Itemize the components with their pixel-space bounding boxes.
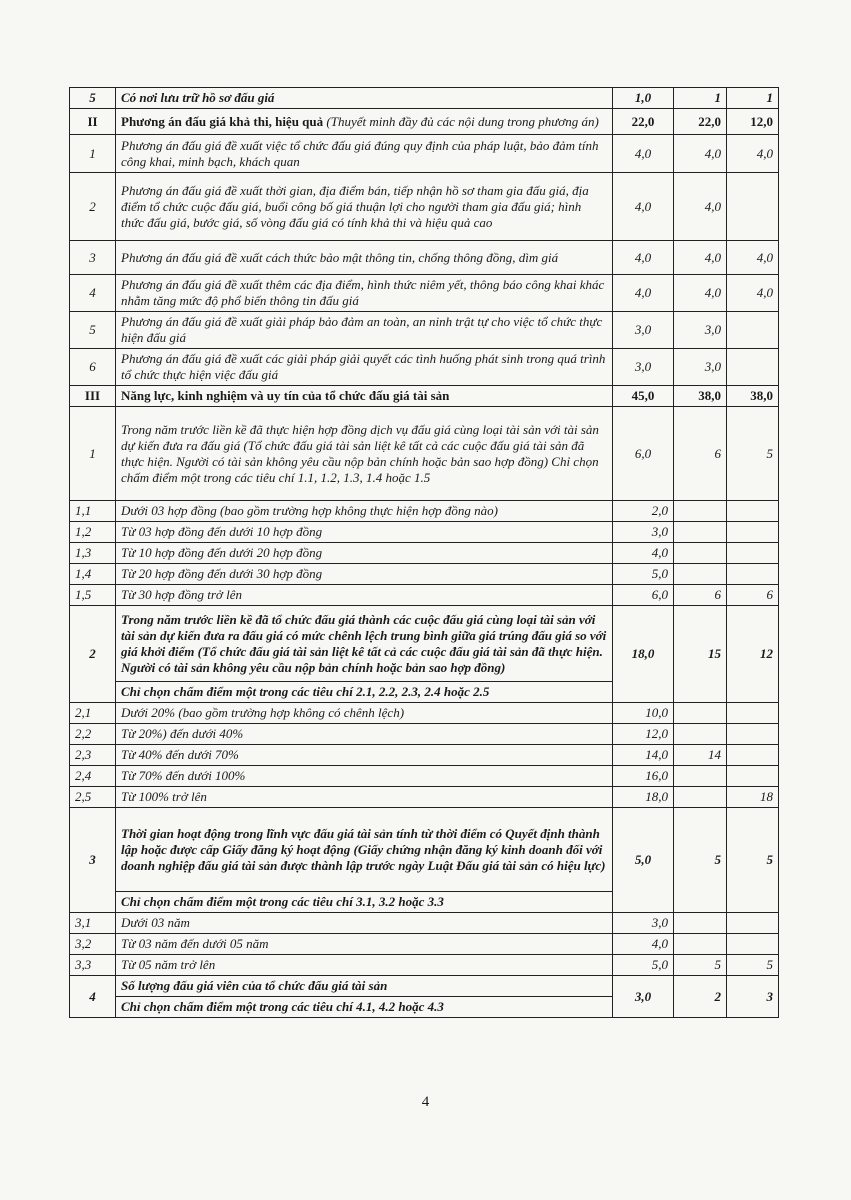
table-row	[70, 349, 779, 386]
criterion-label: Phương án đấu giá đề xuất các giải pháp giải quyết các tình huống phát sinh trong quá trình tổ chức thực hiện việc đấu giá	[121, 351, 606, 382]
table-row	[70, 976, 779, 997]
score-2	[727, 913, 779, 934]
criterion-label: Thời gian hoạt động trong lĩnh vực đấu giá tài sản tính từ thời điểm có Quyết định thành lập hoặc được cấp Giấy đăng ký hoạt động (Giấy chứng nhận đăng ký kinh doanh đối với doanh nghiệp đấu giá tài sản được thành lập trước ngày Luật Đấu giá tài sản có hiệu lực)	[121, 825, 606, 873]
score-2	[727, 543, 779, 564]
criterion-label: Từ 20%) đến dưới 40%	[121, 726, 244, 741]
criterion-label: Phương án đấu giá đề xuất thêm các địa điểm, hình thức niêm yết, thông báo công khai khác nhằm tăng mức độ phổ biến thông tin đấu giá	[121, 277, 605, 308]
table-row	[70, 88, 779, 109]
criterion-text	[116, 501, 613, 522]
criterion-label: Dưới 03 hợp đồng (bao gồm trường hợp không thực hiện hợp đồng nào)	[121, 503, 498, 518]
row-number: 1,3	[70, 543, 116, 564]
table-row	[70, 564, 779, 585]
table-row	[70, 543, 779, 564]
score-1: 22,0	[674, 109, 727, 135]
max-score: 5,0	[613, 808, 674, 913]
max-score: 4,0	[613, 173, 674, 241]
table-row	[70, 275, 779, 312]
score-2	[727, 745, 779, 766]
table-row	[70, 703, 779, 724]
criterion-label: Từ 100% trở lên	[121, 789, 207, 804]
score-2: 18	[727, 787, 779, 808]
max-score: 6,0	[613, 585, 674, 606]
criterion-label: Từ 10 hợp đồng đến dưới 20 hợp đồng	[121, 545, 323, 560]
row-number: 3	[70, 241, 116, 275]
row-number: 5	[70, 312, 116, 349]
row-number: 1,1	[70, 501, 116, 522]
row-number: 2,4	[70, 766, 116, 787]
row-number: 2,3	[70, 745, 116, 766]
score-1: 1	[674, 88, 727, 109]
row-number: 1,4	[70, 564, 116, 585]
max-score: 12,0	[613, 724, 674, 745]
score-2	[727, 564, 779, 585]
score-1: 15	[674, 606, 727, 703]
criterion-text	[116, 976, 613, 997]
score-2: 3	[727, 976, 779, 1018]
criterion-text	[116, 766, 613, 787]
criterion-text	[116, 135, 613, 173]
score-2: 5	[727, 808, 779, 913]
row-number: II	[70, 109, 116, 135]
criterion-label: Năng lực, kinh nghiệm và uy tín của tổ chức đấu giá tài sản	[121, 388, 450, 403]
criterion-label: Trong năm trước liền kề đã tổ chức đấu giá thành các cuộc đấu giá cùng loại tài sản với tài sản dự kiến đưa ra đấu giá có mức chênh lệch trung bình giữa giá trúng đấu giá so với giá khởi điểm (Tổ chức đấu giá tài sản liệt kê tất cả các cuộc đấu giá tài sản đã thực hiện. Người có tài sản không yêu cầu nộp bản chính hoặc bản sao hợp đồng)	[121, 611, 607, 675]
criterion-label: Từ 20 hợp đồng đến dưới 30 hợp đồng	[121, 566, 323, 581]
criterion-text	[116, 349, 613, 386]
max-score: 18,0	[613, 787, 674, 808]
score-2	[727, 312, 779, 349]
criterion-text	[116, 703, 613, 724]
criterion-note: (Thuyết minh đầy đủ các nội dung trong phương án)	[323, 113, 599, 129]
row-number: 6	[70, 349, 116, 386]
max-score: 18,0	[613, 606, 674, 703]
score-1: 3,0	[674, 312, 727, 349]
criterion-label: Phương án đấu giá đề xuất giải pháp bảo đảm an toàn, an ninh trật tự cho việc tổ chức thực hiện đấu giá	[121, 314, 603, 345]
score-1: 3,0	[674, 349, 727, 386]
max-score: 2,0	[613, 501, 674, 522]
score-2	[727, 173, 779, 241]
score-1	[674, 787, 727, 808]
criterion-label: Phương án đấu giá khả thi, hiệu quả	[121, 113, 324, 129]
table-row	[70, 955, 779, 976]
score-1: 4,0	[674, 135, 727, 173]
max-score: 14,0	[613, 745, 674, 766]
score-1: 2	[674, 976, 727, 1018]
criterion-label: Từ 40% đến dưới 70%	[121, 747, 239, 762]
score-1	[674, 703, 727, 724]
criterion-text	[116, 913, 613, 934]
row-number: 2	[70, 606, 116, 703]
score-2: 4,0	[727, 275, 779, 312]
score-2: 6	[727, 585, 779, 606]
max-score: 1,0	[613, 88, 674, 109]
criterion-label: Dưới 03 năm	[121, 915, 190, 930]
criterion-text	[116, 934, 613, 955]
score-1	[674, 766, 727, 787]
score-1: 6	[674, 585, 727, 606]
score-1: 6	[674, 407, 727, 501]
score-1: 5	[674, 955, 727, 976]
score-2	[727, 934, 779, 955]
score-2: 1	[727, 88, 779, 109]
criterion-text	[116, 407, 613, 501]
criterion-text	[116, 745, 613, 766]
score-2: 38,0	[727, 386, 779, 407]
table-row	[70, 766, 779, 787]
table-row	[70, 745, 779, 766]
score-2	[727, 766, 779, 787]
criterion-text	[116, 275, 613, 312]
criterion-text	[116, 808, 613, 892]
row-number: 1,5	[70, 585, 116, 606]
max-score: 22,0	[613, 109, 674, 135]
table-row	[70, 173, 779, 241]
criterion-text	[116, 585, 613, 606]
max-score: 4,0	[613, 135, 674, 173]
criterion-label: Từ 03 năm đến dưới 05 năm	[121, 936, 269, 951]
table-row	[70, 787, 779, 808]
max-score: 4,0	[613, 241, 674, 275]
criterion-label: Phương án đấu giá đề xuất việc tổ chức đấu giá đúng quy định của pháp luật, bảo đảm tính công khai, minh bạch, khách quan	[121, 137, 599, 169]
scoring-table	[69, 87, 779, 1018]
criterion-label: Từ 30 hợp đồng trở lên	[121, 587, 242, 602]
row-number: 2	[70, 173, 116, 241]
criterion-text	[116, 564, 613, 585]
table-row	[70, 606, 779, 682]
table-row	[70, 386, 779, 407]
row-number: 3,3	[70, 955, 116, 976]
page-number: 4	[421, 1094, 430, 1110]
score-1: 4,0	[674, 241, 727, 275]
criterion-text	[116, 173, 613, 241]
max-score: 4,0	[613, 543, 674, 564]
criterion-text	[116, 241, 613, 275]
criterion-label: Phương án đấu giá đề xuất cách thức bảo mật thông tin, chống thông đồng, dìm giá	[121, 249, 559, 265]
row-number: 2,2	[70, 724, 116, 745]
table-row	[70, 585, 779, 606]
score-2	[727, 349, 779, 386]
score-2	[727, 703, 779, 724]
criterion-instruction: Chỉ chọn chấm điểm một trong các tiêu chí 4.1, 4.2 hoặc 4.3	[116, 997, 613, 1018]
max-score: 45,0	[613, 386, 674, 407]
criterion-label: Có nơi lưu trữ hồ sơ đấu giá	[121, 90, 275, 105]
criterion-text	[116, 386, 613, 407]
row-number: 4	[70, 275, 116, 312]
criterion-text	[116, 606, 613, 682]
table-row	[70, 312, 779, 349]
score-1: 4,0	[674, 173, 727, 241]
table-row	[70, 407, 779, 501]
max-score: 10,0	[613, 703, 674, 724]
criterion-label: Từ 03 hợp đồng đến dưới 10 hợp đồng	[121, 524, 323, 539]
row-number: 3	[70, 808, 116, 913]
max-score: 3,0	[613, 913, 674, 934]
row-number: 1	[70, 407, 116, 501]
max-score: 4,0	[613, 275, 674, 312]
row-number: 2,1	[70, 703, 116, 724]
max-score: 5,0	[613, 564, 674, 585]
max-score: 5,0	[613, 955, 674, 976]
score-1: 38,0	[674, 386, 727, 407]
score-2: 4,0	[727, 135, 779, 173]
max-score: 4,0	[613, 934, 674, 955]
criterion-label: Từ 05 năm trở lên	[121, 957, 216, 972]
score-1	[674, 724, 727, 745]
criterion-instruction: Chỉ chọn chấm điểm một trong các tiêu chí 2.1, 2.2, 2.3, 2.4 hoặc 2.5	[116, 682, 613, 703]
score-2: 12,0	[727, 109, 779, 135]
scoring-table-body	[70, 88, 779, 1018]
score-1: 4,0	[674, 275, 727, 312]
criterion-text	[116, 522, 613, 543]
row-number: 1	[70, 135, 116, 173]
row-number: 4	[70, 976, 116, 1018]
score-2: 5	[727, 955, 779, 976]
score-2: 5	[727, 407, 779, 501]
max-score: 3,0	[613, 522, 674, 543]
max-score: 3,0	[613, 349, 674, 386]
score-1	[674, 913, 727, 934]
max-score: 3,0	[613, 312, 674, 349]
table-row	[70, 913, 779, 934]
row-number: 3,2	[70, 934, 116, 955]
score-1	[674, 564, 727, 585]
criterion-text	[116, 109, 613, 135]
table-row	[70, 808, 779, 892]
table-row	[70, 522, 779, 543]
score-2	[727, 724, 779, 745]
max-score: 3,0	[613, 976, 674, 1018]
score-2	[727, 522, 779, 543]
criterion-text	[116, 787, 613, 808]
row-number: 5	[70, 88, 116, 109]
criterion-text	[116, 312, 613, 349]
score-2: 4,0	[727, 241, 779, 275]
criterion-label: Từ 70% đến dưới 100%	[121, 768, 246, 783]
criterion-text	[116, 543, 613, 564]
max-score: 16,0	[613, 766, 674, 787]
table-row	[70, 934, 779, 955]
score-1	[674, 522, 727, 543]
row-number: 1,2	[70, 522, 116, 543]
score-1	[674, 543, 727, 564]
score-1: 14	[674, 745, 727, 766]
score-1: 5	[674, 808, 727, 913]
row-number: III	[70, 386, 116, 407]
criterion-label: Số lượng đấu giá viên của tổ chức đấu giá tài sản	[121, 978, 388, 993]
table-row	[70, 135, 779, 173]
max-score: 6,0	[613, 407, 674, 501]
criterion-label: Phương án đấu giá đề xuất thời gian, địa điểm bán, tiếp nhận hồ sơ tham gia đấu giá, địa điểm tổ chức cuộc đấu giá, buổi công bố giá thuận lợi cho người tham gia đấu giá; hình thức đấu giá, bước giá, số vòng đấu giá có tính khả thi và hiệu quả cao	[121, 182, 589, 230]
row-number: 3,1	[70, 913, 116, 934]
criterion-instruction: Chỉ chọn chấm điểm một trong các tiêu chí 3.1, 3.2 hoặc 3.3	[116, 892, 613, 913]
table-row	[70, 724, 779, 745]
table-row	[70, 109, 779, 135]
score-1	[674, 934, 727, 955]
criterion-label: Dưới 20% (bao gồm trường hợp không có chênh lệch)	[121, 705, 405, 720]
criterion-text	[116, 955, 613, 976]
row-number: 2,5	[70, 787, 116, 808]
criterion-text	[116, 724, 613, 745]
table-row	[70, 501, 779, 522]
score-2: 12	[727, 606, 779, 703]
score-1	[674, 501, 727, 522]
score-2	[727, 501, 779, 522]
criterion-text	[116, 88, 613, 109]
criterion-label: Trong năm trước liền kề đã thực hiện hợp đồng dịch vụ đấu giá cùng loại tài sản với tài sản dự kiến đưa ra đấu giá (Tổ chức đấu giá tài sản liệt kê tất cả các cuộc đấu giá tài sản đã thực hiện. Người có tài sản không yêu cầu nộp bản chính hoặc bản sao hợp đồng) Chỉ chọn chấm điểm một trong các tiêu chí 1.1, 1.2, 1.3, 1.4 hoặc 1.5	[121, 421, 599, 485]
table-row	[70, 241, 779, 275]
